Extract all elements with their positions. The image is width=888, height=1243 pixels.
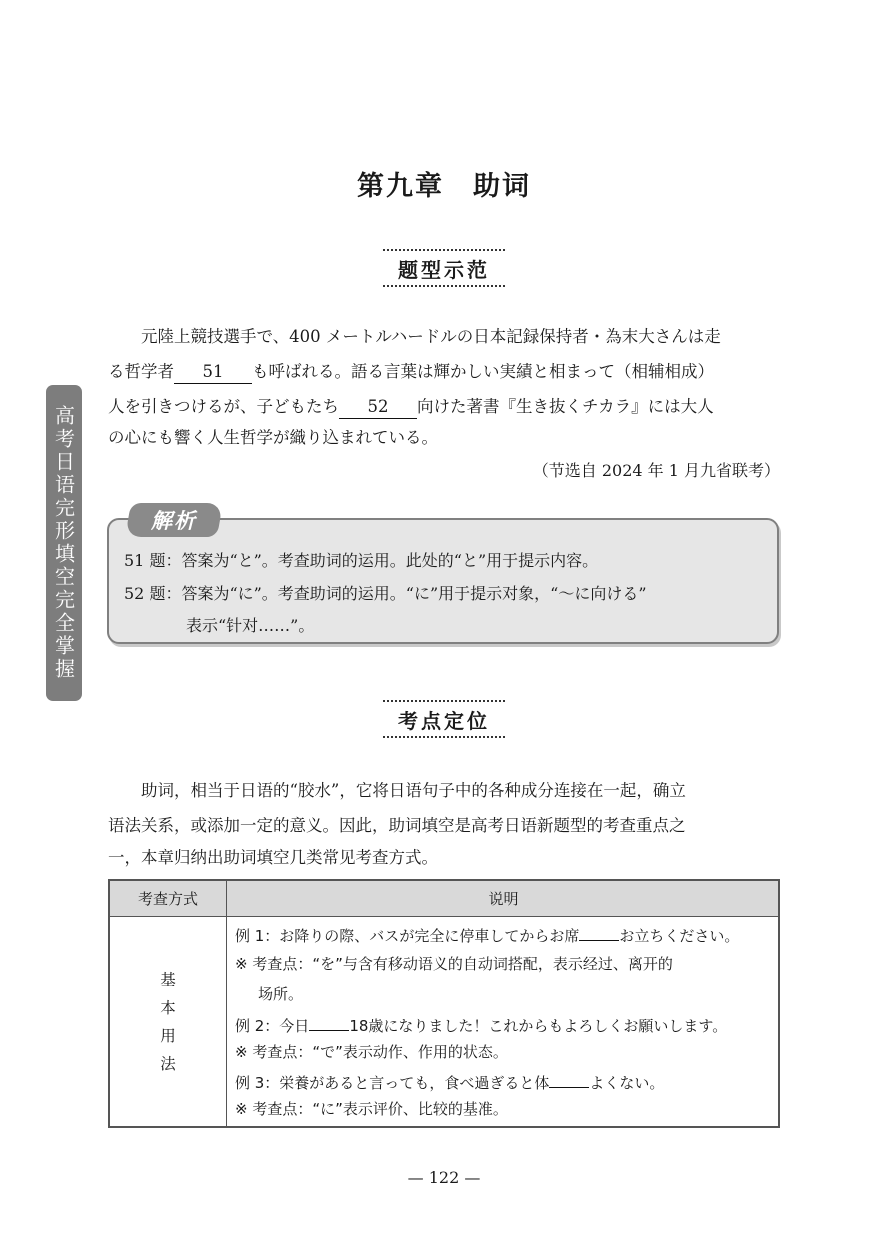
example-3: 例 3：栄養があると言っても，食べ過ぎると体 よくない。 [235, 1074, 665, 1092]
section-title-example: 题型示范 [383, 249, 505, 287]
intro-line-3: 一，本章归纳出助词填空几类常见考查方式。 [108, 848, 438, 867]
passage-source: （节选自 2024 年 1 月九省联考） [532, 461, 780, 480]
analysis-item-51: 51 题：答案为“と”。考查助词的运用。此处的“と”用于提示内容。 [124, 551, 599, 570]
example-2-blank [309, 1015, 349, 1031]
analysis-tag: 解析 [125, 503, 223, 537]
note-1-cont: 场所。 [258, 985, 304, 1003]
note-1: ※ 考查点：“を”与含有移动语义的自动词搭配，表示经过、离开的 [235, 955, 673, 973]
analysis-item-52-cont: 表示“针对……”。 [186, 616, 315, 635]
table-header-method: 考查方式 [137, 890, 198, 908]
passage-line-3: 人を引きつけるが、子どもたち 52 向けた著書『生き抜くチカラ』には大人 [108, 391, 780, 422]
intro-line-1: 助词，相当于日语的“胶水”，它将日语句子中的各种成分连接在一起，确立 [141, 781, 686, 800]
page-number: — 122 — [407, 1168, 481, 1187]
table-header-row [110, 881, 778, 917]
intro-line-2: 语法关系，或添加一定的意义。因此，助词填空是高考日语新题型的考查重点之 [108, 816, 686, 835]
column-divider [226, 881, 227, 1126]
method-table [108, 879, 780, 1128]
example-1-blank [579, 925, 619, 941]
blank-52: 52 [339, 396, 417, 419]
side-tab-label: 高考日语完形填空完全掌握 [51, 405, 76, 681]
passage-line-4: の心にも響く人生哲学が織り込まれている。 [108, 428, 438, 447]
passage-line-2: る哲学者 51 も呼ばれる。語る言葉は輝かしい実績と相まって（相辅相成） [108, 356, 780, 387]
example-2: 例 2：今日 18歳になりました！これからもよろしくお願いします。 [235, 1017, 728, 1035]
chapter-title: 第九章 助词 [357, 171, 531, 202]
example-3-blank [549, 1072, 589, 1088]
table-header-desc: 说明 [488, 890, 519, 908]
example-1: 例 1：お降りの際、バスが完全に停車してからお席 お立ちください。 [235, 927, 740, 945]
blank-51: 51 [174, 361, 252, 384]
analysis-item-52: 52 题：答案为“に”。考查助词的运用。“に”用于提示对象，“～に向ける” [124, 584, 647, 603]
side-tab [46, 385, 82, 701]
passage-line-1: 元陸上競技選手で、400 メートルハードルの日本記録保持者・為末大さんは走 [141, 327, 721, 346]
section-title-focus: 考点定位 [383, 700, 505, 738]
note-2: ※ 考查点：“で”表示动作、作用的状态。 [235, 1043, 508, 1061]
note-3: ※ 考查点：“に”表示评价、比较的基准。 [235, 1100, 508, 1118]
row-label-basic-usage: 基 本 用 法 [160, 970, 176, 1073]
